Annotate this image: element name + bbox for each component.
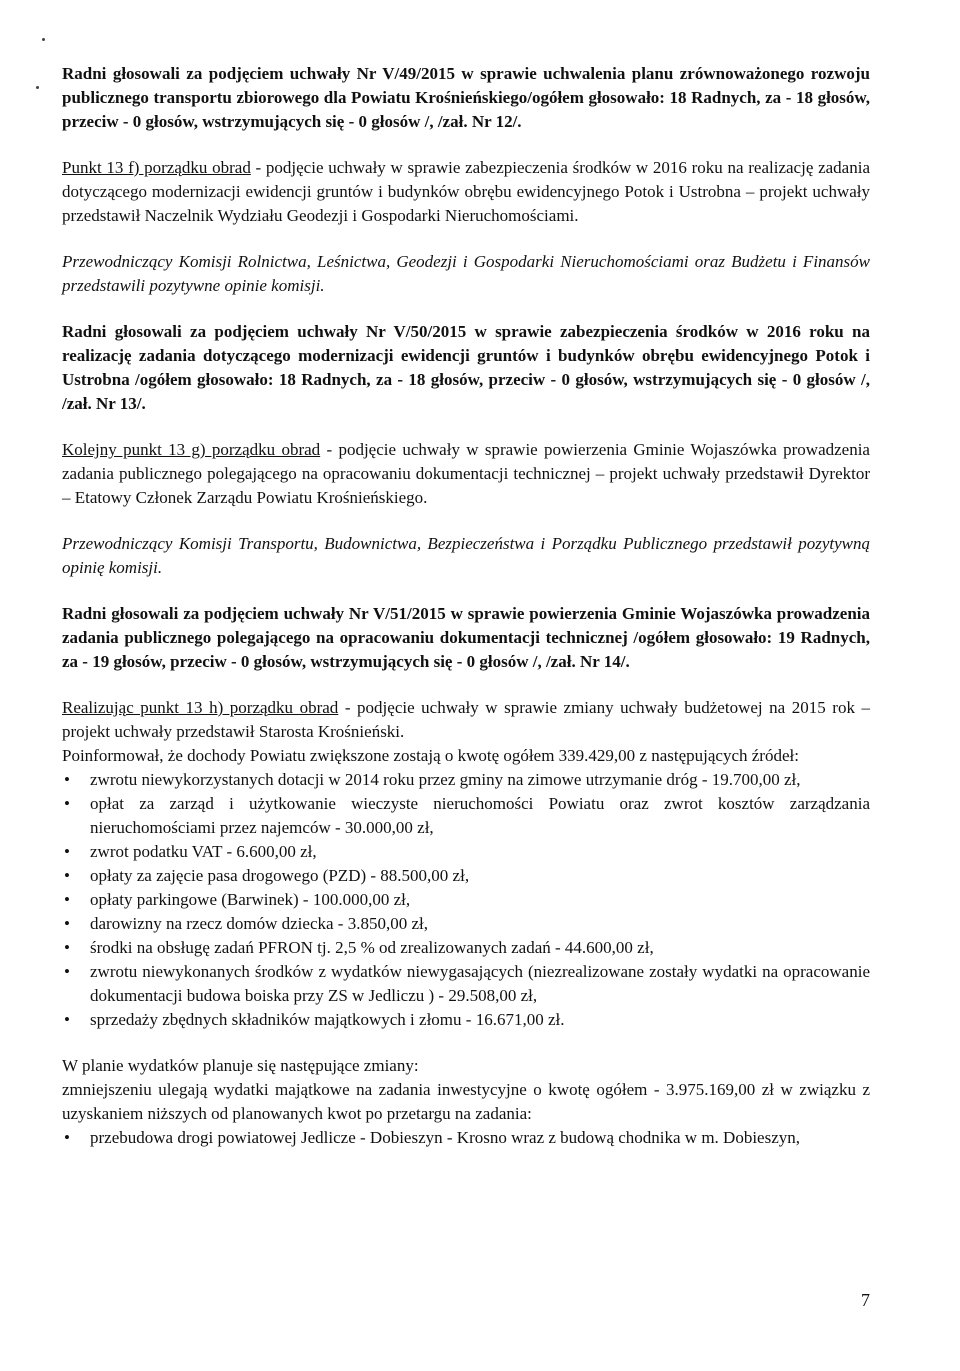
expense-list [62,1126,870,1150]
list-item-text: zwrotu niewykonanych środków z wydatków niewygasających (niezrealizowane zostały wydatki na opracowanie dokumentacji budowa boiska przy ZS w Jedliczu ) - 29.508,00 zł, [90,962,870,1005]
list-item [62,960,870,1008]
list-item [62,840,870,864]
income-list [62,768,870,1032]
list-item [62,936,870,960]
document-page [62,62,870,1150]
agenda-item-13g-text: - podjęcie uchwały w sprawie powierzenia Gminie Wojaszówka prowadzenia zadania publicznego polegającego na opracowaniu dokumentacji technicznej – projekt uchwały przedstawił Dyrektor – Etatowy Członek Zarządu Powiatu Krośnieńskiego. [62,440,870,507]
list-item-text: zwrot podatku VAT - 6.600,00 zł, [90,842,317,861]
list-item-text: sprzedaży zbędnych składników majątkowych i złomu - 16.671,00 zł. [90,1010,565,1029]
list-item-text: środki na obsługę zadań PFRON tj. 2,5 % od zrealizowanych zadań - 44.600,00 zł, [90,938,654,957]
page-number: 7 [861,1290,870,1310]
list-item-text: darowizny na rzecz domów dziecka - 3.850,00 zł, [90,914,428,933]
agenda-item-13h [62,696,870,744]
vote-result-14: Radni głosowali za podjęciem uchwały Nr V/51/2015 w sprawie powierzenia Gminie Wojaszówka prowadzenia zadania publicznego polegającego na opracowaniu dokumentacji technicznej /ogółem głosowało: 19 Radnych, za - 19 głosów, przeciw - 0 głosów, wstrzymujących się - 0 głosów /, /zał. Nr 14/. [62,604,870,671]
scan-speck [42,38,45,41]
bullet-icon: • [64,770,70,789]
list-item-text: opłaty parkingowe (Barwinek) - 100.000,00 zł, [90,890,411,909]
list-item [62,864,870,888]
bullet-icon: • [64,962,70,981]
list-item-text: zwrotu niewykorzystanych dotacji w 2014 roku przez gminy na zimowe utrzymanie dróg - 19.700,00 zł, [90,770,801,789]
bullet-icon: • [64,842,70,861]
list-item-text: opłat za zarząd i użytkowanie wieczyste nieruchomości Powiatu oraz zwrot kosztów zarządzania nieruchomościami przez najemców - 30.000,00 zł, [90,794,870,837]
list-item [62,1008,870,1032]
scan-speck [36,86,39,89]
agenda-item-13f [62,156,870,228]
bullet-icon: • [64,938,70,957]
list-item [62,888,870,912]
bullet-icon: • [64,1128,70,1147]
bullet-icon: • [64,866,70,885]
bullet-icon: • [64,914,70,933]
agenda-item-13h-lead: Realizując punkt 13 h) porządku obrad [62,698,339,717]
agenda-item-13g-lead: Kolejny punkt 13 g) porządku obrad [62,440,321,459]
bullet-icon: • [64,794,70,813]
agenda-item-13f-text: - podjęcie uchwały w sprawie zabezpieczenia środków w 2016 roku na realizację zadania dotyczącego modernizacji ewidencji gruntów i budynków obrębu ewidencyjnego Potok i Ustrobna – projekt uchwały przedstawił Naczelnik Wydziału Geodezji i Gospodarki Nieruchomościami. [62,158,870,225]
committee-opinion-13f: Przewodniczący Komisji Rolnictwa, Leśnictwa, Geodezji i Gospodarki Nieruchomościami oraz Budżetu i Finansów przedstawili pozytywne opinie komisji. [62,252,870,295]
agenda-item-13h-text: - podjęcie uchwały w sprawie zmiany uchwały budżetowej na 2015 rok – projekt uchwały przedstawił Starosta Krośnieński. [62,698,870,741]
list-item-text: przebudowa drogi powiatowej Jedlicze - Dobieszyn - Krosno wraz z budową chodnika w m. Dobieszyn, [90,1128,801,1147]
list-item [62,768,870,792]
income-intro: Poinformował, że dochody Powiatu zwiększone zostają o kwotę ogółem 339.429,00 z następujących źródeł: [62,746,799,765]
list-item [62,792,870,840]
expense-reduction: zmniejszeniu ulegają wydatki majątkowe na zadania inwestycyjne o kwotę ogółem - 3.975.169,00 zł w związku z uzyskaniem niższych od planowanych kwot po przetargu na zadania: [62,1080,870,1123]
list-item-text: opłaty za zajęcie pasa drogowego (PZD) - 88.500,00 zł, [90,866,470,885]
vote-result-12: Radni głosowali za podjęciem uchwały Nr V/49/2015 w sprawie uchwalenia planu zrównoważonego rozwoju publicznego transportu zbiorowego dla Powiatu Krośnieńskiego/ogółem głosowało: 18 Radnych, za - 18 głosów, przeciw - 0 głosów, wstrzymujących się - 0 głosów /, /zał. Nr 12/. [62,64,870,131]
vote-result-13: Radni głosowali za podjęciem uchwały Nr V/50/2015 w sprawie zabezpieczenia środków w 2016 roku na realizację zadania dotyczącego modernizacji ewidencji gruntów i budynków obrębu ewidencyjnego Potok i Ustrobna /ogółem głosowało: 18 Radnych, za - 18 głosów, przeciw - 0 głosów, wstrzymujących się - 0 głosów /, /zał. Nr 13/. [62,322,870,413]
bullet-icon: • [64,890,70,909]
committee-opinion-13g: Przewodniczący Komisji Transportu, Budownictwa, Bezpieczeństwa i Porządku Publicznego przedstawił pozytywną opinię komisji. [62,534,870,577]
list-item [62,1126,870,1150]
agenda-item-13g [62,438,870,510]
bullet-icon: • [64,1010,70,1029]
expense-intro: W planie wydatków planuje się następujące zmiany: [62,1056,419,1075]
agenda-item-13f-lead: Punkt 13 f) porządku obrad [62,158,251,177]
list-item [62,912,870,936]
